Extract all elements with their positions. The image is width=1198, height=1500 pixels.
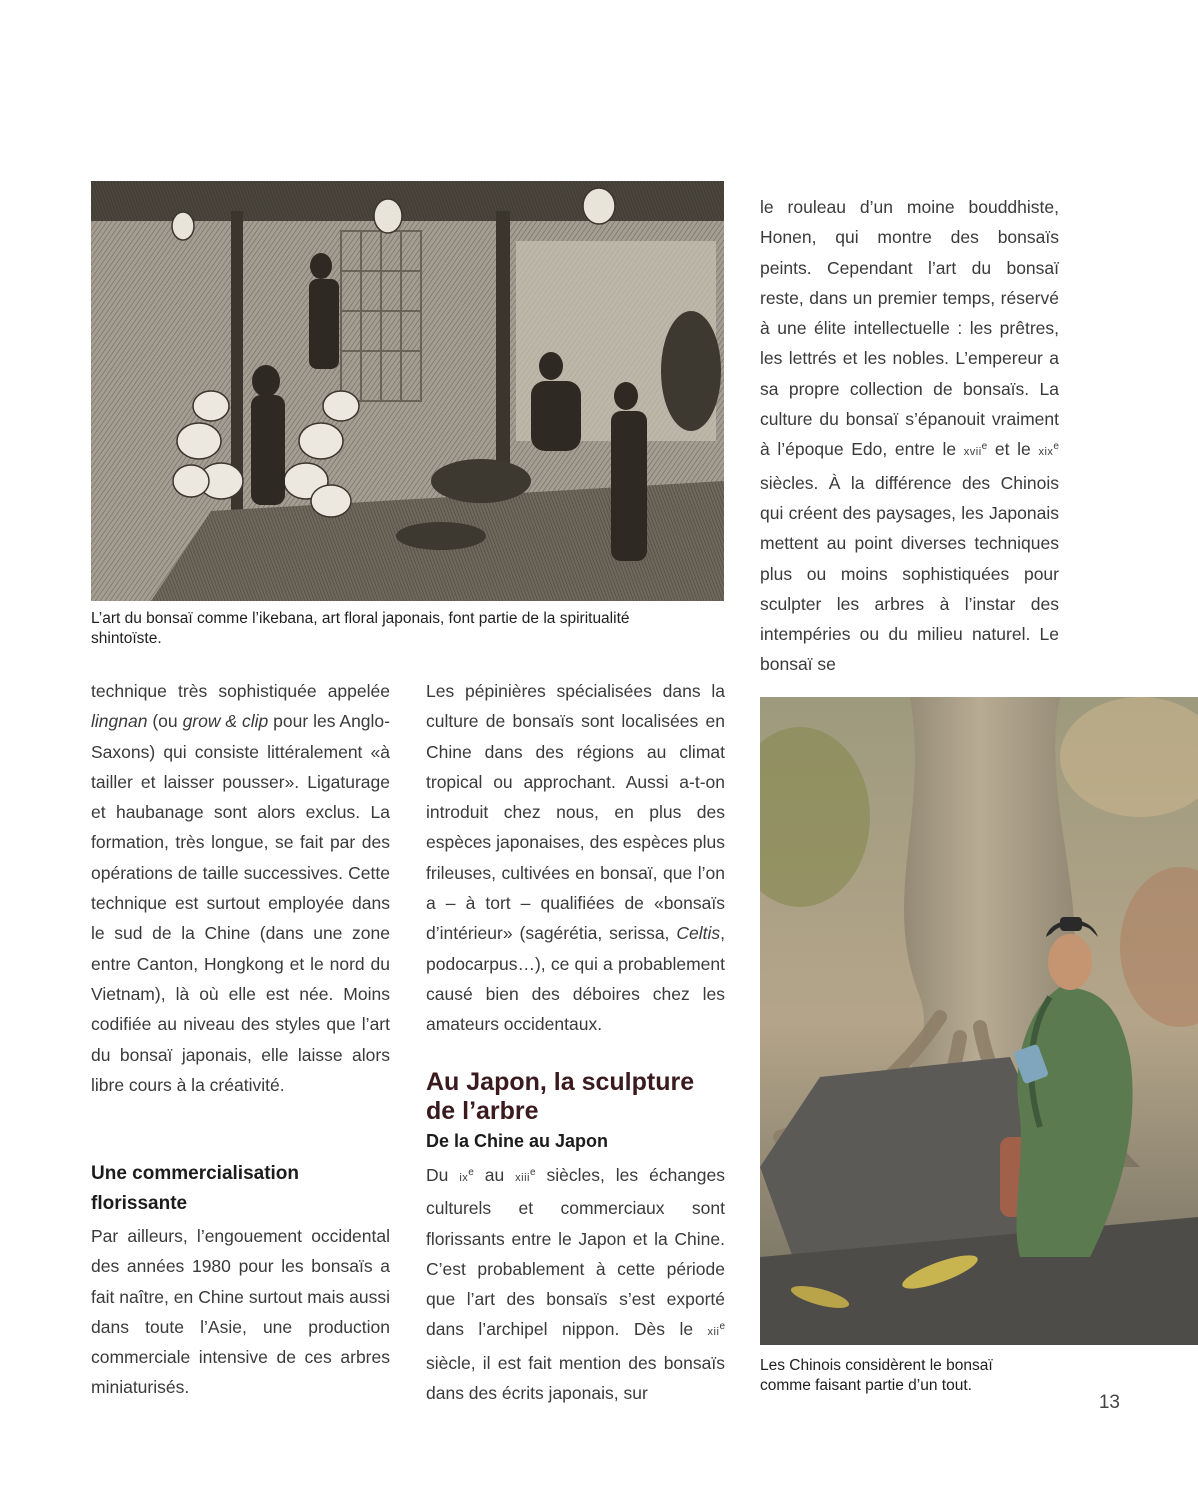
century-ix: ix [459,1172,469,1184]
col2-section-block [426,1068,725,1154]
column-1 [91,676,390,1100]
col2-p2-text-b: au [473,1165,516,1185]
col3-paragraph-1 [760,192,1059,680]
century-ix-sup: e [468,1167,474,1178]
engraving-caption-line1: L’art du bonsaï comme l’ikebana, art floral japonais, font partie de la spiritualité [91,610,630,627]
col1-paragraph-1 [91,676,390,1100]
col1-p1-italic-grow-clip: grow & clip [182,711,269,732]
section-title-japon: Au Japon, la sculpture de l’arbre [426,1068,695,1125]
col1-p1-text-b: (ou [147,711,183,732]
subsection-title-chine-japon: De la Chine au Japon [426,1131,609,1151]
engraving-illustration [91,181,724,601]
photo-caption-line2: comme faisant partie d’un tout. [760,1377,972,1394]
century-xvii: xvii [963,446,982,459]
col3-p1-text-b: et le [987,439,1039,460]
page-number: 13 [1098,1392,1120,1413]
col2-paragraph-2 [426,1160,725,1408]
col1-heading-block [91,1159,390,1219]
col2-paragraph-1 [426,676,725,1040]
col2-p1-text-b: , podocarpus…), ce qui a probablement causé bien des déboires chez les amateurs occidentaux. [426,923,725,1035]
century-xiii: xiii [515,1172,531,1184]
century-xiii-sup: e [530,1167,536,1178]
century-xix: xix [1038,446,1054,459]
col1-p1-text-c: pour les Anglo-Saxons) qui consiste littéralement «à tailler et laisser pousser». Ligaturage et haubanage sont alors exclus. La formation, très longue, se fait par des opérations de taille successives. Cette technique est surtout employée dans le sud de la Chine (dans une zone entre Canton, Hongkong et le nord du Vietnam), là où elle est née. Moins codifiée au niveau des styles que l’art du bonsaï japonais, elle laisse alors libre cours à la créativité. [91,711,390,1095]
col2-p1-italic-celtis: Celtis [676,923,721,944]
column-3 [760,192,1059,680]
col1-p1-text-a: technique très sophistiquée appelée [91,681,390,701]
century-xii-sup: e [719,1321,725,1333]
engraving-caption [91,609,731,649]
engraving-artwork [91,181,724,601]
figurine-photo [760,697,1198,1345]
heading-commercialisation: Une commercialisation florissante [91,1163,300,1214]
century-xii: xii [707,1326,720,1339]
photo-caption [760,1356,1180,1396]
photo-caption-line1: Les Chinois considèrent le bonsaï [760,1357,993,1374]
col2-p2-text-a: Du [426,1165,460,1185]
col1-p1-italic-lingnan: lingnan [91,711,148,732]
col2-p2-text-c: siècles, les échanges culturels et commerciaux sont florissants entre le Japon et la Chine. C’est probablement à cette période que l’art des bonsaïs s’est exporté dans l’archipel nippon. Dès le [426,1165,725,1340]
column-2 [426,676,725,1040]
col2-second-block [426,1160,725,1408]
figurine-photo-artwork [760,697,1198,1345]
engraving-caption-line2: shintoïste. [91,630,162,647]
col1-paragraph-2: Par ailleurs, l’engouement occidental des années 1980 pour les bonsaïs a fait naître, en Chine surtout mais aussi dans toute l’Asie, une production commerciale intensive de ces arbres miniaturisés. [91,1226,390,1398]
century-xvii-sup: e [981,441,988,453]
col1-second-block [91,1221,390,1403]
century-xix-sup: e [1053,441,1059,453]
col3-p1-text-a: le rouleau d’un moine bouddhiste, Honen, qui montre des bonsaïs peints. Cependant l’art du bonsaï reste, dans un premier temps, réservé à une élite intellectuelle : les prêtres, les lettrés et les nobles. L’empereur a sa propre collection de bonsaïs. La culture du bonsaï s’épanouit vraiment à l’époque Edo, entre le [760,197,1059,460]
col3-p1-text-c: siècles. À la différence des Chinois qui créent des paysages, les Japonais mettent au point diverses techniques plus ou moins sophistiquées pour sculpter les arbres à l’instar des intempéries ou du milieu naturel. Le bonsaï se [760,472,1059,675]
col2-p1-text-a: Les pépinières spécialisées dans la culture de bonsaïs sont localisées en Chine dans des régions au climat tropical ou approchant. Aussi a-t-on introduit chez nous, en plus des espèces japonaises, des espèces plus frileuses, cultivées en bonsaï, que l’on a – à tort – qualifiées de «bonsaïs d’intérieur» (sagérétia, serissa, [426,681,725,944]
col2-p2-text-d: siècle, il est fait mention des bonsaïs dans des écrits japonais, sur [426,1352,725,1404]
